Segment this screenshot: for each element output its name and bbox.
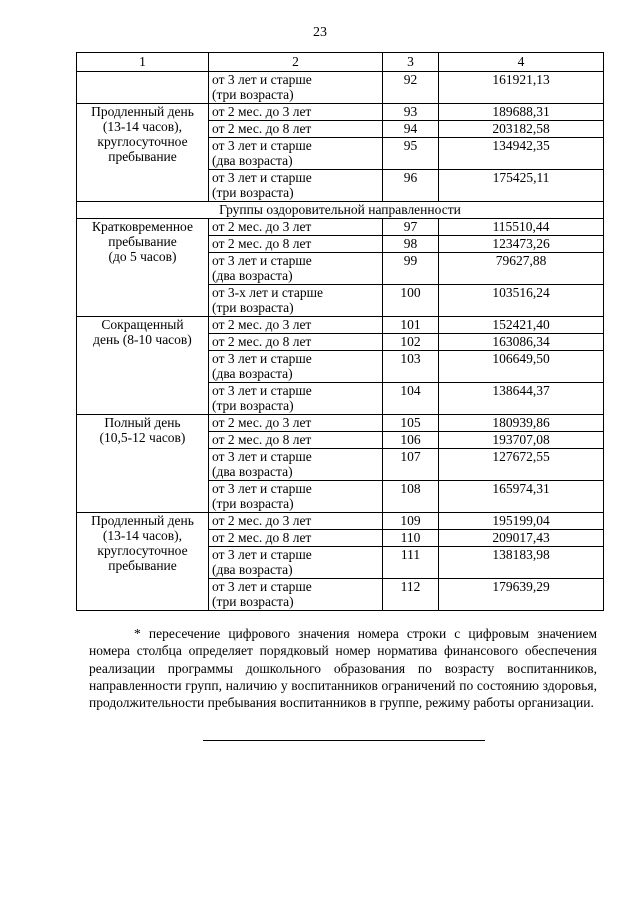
age-group-line: от 3 лет и старше: [212, 72, 312, 87]
footnote-text: * пересечение цифрового значения номера строки с цифровым значением номера столбца определяет порядковый номер норматива финансового обеспечения реализации программы дошкольного образования по возрасту воспитанников, направленности групп, наличию у воспитанников ограничений по состоянию здоровья, продолжительности пребывания воспитанников в группе, режиму работы организации.: [89, 626, 597, 711]
age-group-line: от 3 лет и старше: [212, 579, 312, 594]
footnote-divider: [203, 740, 485, 741]
age-group-cell: [209, 579, 383, 611]
group-period-line: Полный день: [104, 415, 181, 430]
row-number-cell: 92: [383, 72, 439, 104]
age-group-cell: [209, 253, 383, 285]
norm-value-cell: 165974,31: [439, 481, 604, 513]
age-group-line: от 2 мес. до 3 лет: [212, 415, 312, 430]
age-group-cell: [209, 351, 383, 383]
age-group-cell: [209, 285, 383, 317]
table-row: [77, 317, 604, 334]
norm-value-cell: 161921,13: [439, 72, 604, 104]
group-period-cell: [77, 72, 209, 104]
age-group-line: (два возраста): [212, 464, 293, 479]
age-group-line: от 2 мес. до 3 лет: [212, 104, 312, 119]
age-group-line: (два возраста): [212, 366, 293, 381]
group-period-line: (13-14 часов),: [102, 528, 183, 543]
row-number-cell: 95: [383, 138, 439, 170]
row-number-cell: 106: [383, 432, 439, 449]
norm-value-cell: 195199,04: [439, 513, 604, 530]
row-number-cell: 105: [383, 415, 439, 432]
row-number-cell: 112: [383, 579, 439, 611]
age-group-cell: [209, 72, 383, 104]
age-group-line: от 3 лет и старше: [212, 351, 312, 366]
group-period-line: Кратковременное: [92, 219, 193, 234]
table-row: [77, 72, 604, 104]
row-number-cell: 107: [383, 449, 439, 481]
column-header: 3: [383, 53, 439, 72]
row-number-cell: 101: [383, 317, 439, 334]
age-group-cell: [209, 121, 383, 138]
norm-value-cell: 179639,29: [439, 579, 604, 611]
row-number-cell: 102: [383, 334, 439, 351]
column-header: 2: [209, 53, 383, 72]
age-group-line: от 3 лет и старше: [212, 547, 312, 562]
age-group-cell: [209, 236, 383, 253]
age-group-cell: [209, 104, 383, 121]
group-period-line: Сокращенный: [101, 317, 184, 332]
age-group-cell: [209, 138, 383, 170]
table-body: [77, 72, 604, 611]
age-group-cell: [209, 170, 383, 202]
group-period-line: пребывание: [108, 558, 177, 573]
age-group-line: (три возраста): [212, 87, 294, 102]
row-number-cell: 109: [383, 513, 439, 530]
norm-value-cell: 134942,35: [439, 138, 604, 170]
age-group-cell: [209, 513, 383, 530]
group-period-line: (10,5-12 часов): [99, 430, 186, 445]
age-group-line: (два возраста): [212, 153, 293, 168]
norm-value-cell: 175425,11: [439, 170, 604, 202]
age-group-cell: [209, 383, 383, 415]
norm-value-cell: 203182,58: [439, 121, 604, 138]
group-period-cell: [77, 104, 209, 202]
age-group-line: от 3 лет и старше: [212, 449, 312, 464]
row-number-cell: 99: [383, 253, 439, 285]
column-header: 1: [77, 53, 209, 72]
row-number-cell: 110: [383, 530, 439, 547]
age-group-line: от 3 лет и старше: [212, 481, 312, 496]
group-period-line: Продленный день: [91, 104, 194, 119]
age-group-line: (три возраста): [212, 185, 294, 200]
norm-value-cell: 79627,88: [439, 253, 604, 285]
group-period-cell: [77, 415, 209, 513]
group-period-line: круглосуточное: [97, 134, 188, 149]
age-group-line: от 3 лет и старше: [212, 383, 312, 398]
row-number-cell: 94: [383, 121, 439, 138]
age-group-cell: [209, 432, 383, 449]
row-number-cell: 93: [383, 104, 439, 121]
age-group-cell: [209, 334, 383, 351]
table-row: [77, 415, 604, 432]
norm-value-cell: 115510,44: [439, 219, 604, 236]
age-group-line: (три возраста): [212, 496, 294, 511]
row-number-cell: 111: [383, 547, 439, 579]
age-group-line: (три возраста): [212, 300, 294, 315]
table-row: [77, 513, 604, 530]
group-period-line: круглосуточное: [97, 543, 188, 558]
group-period-cell: [77, 219, 209, 317]
group-period-line: (13-14 часов),: [102, 119, 183, 134]
group-period-line: (до 5 часов): [108, 249, 177, 264]
norm-value-cell: 138183,98: [439, 547, 604, 579]
age-group-cell: [209, 449, 383, 481]
row-number-cell: 97: [383, 219, 439, 236]
norm-value-cell: 163086,34: [439, 334, 604, 351]
group-period-line: день (8-10 часов): [93, 332, 192, 347]
age-group-cell: [209, 219, 383, 236]
group-period-cell: [77, 317, 209, 415]
age-group-line: от 2 мес. до 3 лет: [212, 219, 312, 234]
age-group-line: от 2 мес. до 8 лет: [212, 236, 312, 251]
column-header: 4: [439, 53, 604, 72]
row-number-cell: 103: [383, 351, 439, 383]
norm-value-cell: 138644,37: [439, 383, 604, 415]
age-group-line: от 2 мес. до 8 лет: [212, 121, 312, 136]
age-group-line: от 3-х лет и старше: [212, 285, 324, 300]
age-group-line: от 2 мес. до 8 лет: [212, 530, 312, 545]
norm-value-cell: 127672,55: [439, 449, 604, 481]
section-header-row: [77, 202, 604, 219]
norm-value-cell: 193707,08: [439, 432, 604, 449]
row-number-cell: 108: [383, 481, 439, 513]
age-group-line: (три возраста): [212, 594, 294, 609]
norm-value-cell: 152421,40: [439, 317, 604, 334]
row-number-cell: 96: [383, 170, 439, 202]
age-group-line: (три возраста): [212, 398, 294, 413]
norm-value-cell: 123473,26: [439, 236, 604, 253]
age-group-line: от 3 лет и старше: [212, 138, 312, 153]
age-group-cell: [209, 481, 383, 513]
group-period-line: пребывание: [108, 234, 177, 249]
age-group-cell: [209, 415, 383, 432]
footnote: [89, 625, 597, 711]
table-row: [77, 219, 604, 236]
group-period-line: пребывание: [108, 149, 177, 164]
age-group-line: от 3 лет и старше: [212, 253, 312, 268]
norm-value-cell: 103516,24: [439, 285, 604, 317]
group-period-line: Продленный день: [91, 513, 194, 528]
age-group-line: от 2 мес. до 3 лет: [212, 513, 312, 528]
row-number-cell: 100: [383, 285, 439, 317]
group-period-cell: [77, 513, 209, 611]
norm-value-cell: 189688,31: [439, 104, 604, 121]
column-header-row: [77, 53, 604, 72]
age-group-line: от 3 лет и старше: [212, 170, 312, 185]
norm-value-cell: 209017,43: [439, 530, 604, 547]
age-group-line: от 2 мес. до 8 лет: [212, 334, 312, 349]
age-group-line: (два возраста): [212, 562, 293, 577]
age-group-cell: [209, 317, 383, 334]
norm-value-cell: 180939,86: [439, 415, 604, 432]
row-number-cell: 104: [383, 383, 439, 415]
norm-value-cell: 106649,50: [439, 351, 604, 383]
financing-norms-table: [76, 52, 604, 611]
page-number: 23: [313, 25, 327, 40]
age-group-cell: [209, 547, 383, 579]
age-group-line: от 2 мес. до 3 лет: [212, 317, 312, 332]
age-group-cell: [209, 530, 383, 547]
table-row: [77, 104, 604, 121]
age-group-line: (два возраста): [212, 268, 293, 283]
row-number-cell: 98: [383, 236, 439, 253]
section-title: Группы оздоровительной направленности: [77, 202, 604, 219]
age-group-line: от 2 мес. до 8 лет: [212, 432, 312, 447]
